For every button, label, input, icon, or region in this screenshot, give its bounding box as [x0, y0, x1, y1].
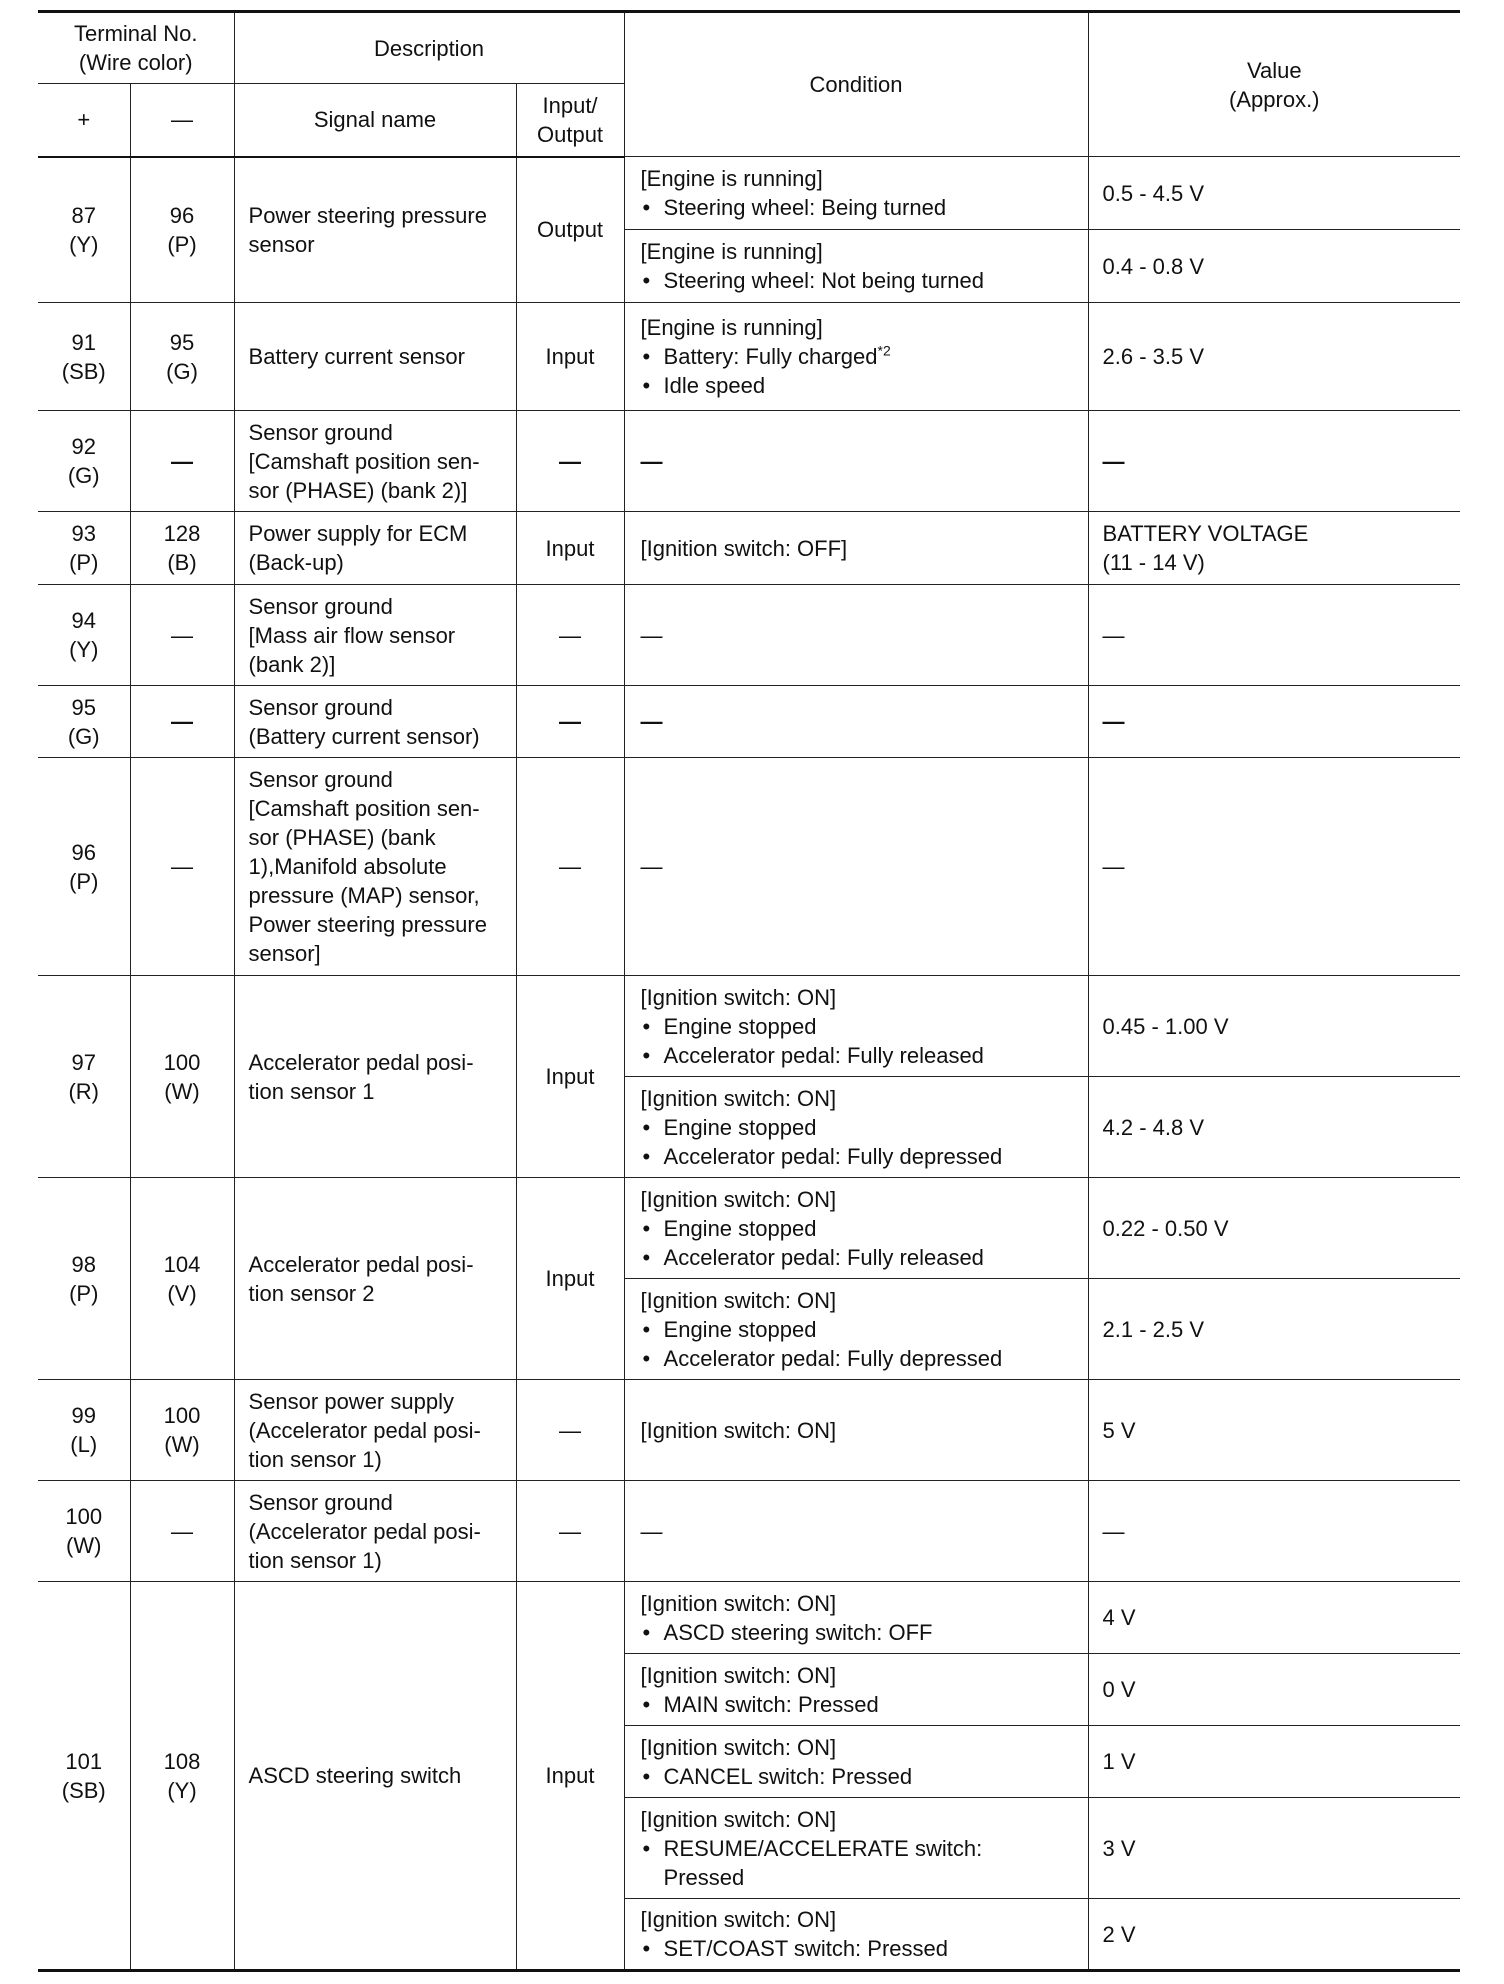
terminal-number: 97 — [71, 1049, 96, 1075]
signal-line: sor (PHASE) (bank 2)] — [248, 477, 468, 503]
header-input-label: Input/ — [542, 92, 598, 118]
signal-line: (bank 2)] — [248, 651, 336, 677]
signal-line: [Mass air flow sensor — [248, 622, 456, 648]
empty-dash: — — [640, 622, 663, 648]
signal-line: [Camshaft position sen- — [248, 796, 480, 821]
signal-line: Sensor power supply — [248, 1388, 454, 1414]
condition — [624, 1899, 1088, 1971]
condition-bullet-text: RESUME/ACCELERATE switch: — [663, 1835, 983, 1861]
terminal-plus — [38, 157, 130, 303]
condition-bullet: • Idle speed — [641, 371, 1074, 400]
condition-head: [Ignition switch: ON] — [640, 1734, 837, 1760]
value: 4.2 - 4.8 V — [1088, 1077, 1460, 1178]
condition-head: [Engine is running] — [640, 315, 823, 340]
empty-dash: — — [171, 854, 193, 879]
empty-dash: — — [640, 709, 663, 734]
condition-bullet: • Engine stopped — [641, 1012, 1074, 1041]
terminal-number: 98 — [71, 1251, 96, 1277]
value — [1088, 758, 1460, 976]
condition-bullet: • Accelerator pedal: Fully depressed — [641, 1344, 1074, 1373]
terminal-plus — [38, 303, 130, 411]
wire-color: (Y) — [69, 231, 99, 257]
condition-bullet: • Accelerator pedal: Fully released — [641, 1243, 1074, 1272]
input-output — [516, 411, 624, 512]
condition — [624, 976, 1088, 1077]
value: 2.1 - 2.5 V — [1088, 1279, 1460, 1380]
value — [1088, 411, 1460, 512]
input-output — [516, 585, 624, 686]
signal-name — [234, 512, 516, 585]
terminal-number: 91 — [71, 329, 96, 355]
table-row — [38, 758, 1460, 976]
input-output: Input — [516, 1582, 624, 1971]
header-terminal-no-label: Terminal No. — [74, 21, 198, 46]
wire-color: (R) — [68, 1078, 100, 1104]
signal-name: Battery current sensor — [234, 303, 516, 411]
wire-color: (G) — [166, 358, 198, 384]
terminal-plus — [38, 1380, 130, 1481]
signal-line: Sensor ground — [248, 767, 393, 792]
signal-line: Sensor ground — [248, 1489, 393, 1515]
terminal-number: 94 — [71, 608, 96, 633]
condition-head: [Ignition switch: ON] — [640, 1907, 837, 1932]
condition-bullet: • Steering wheel: Being turned — [641, 193, 1074, 222]
signal-name — [234, 411, 516, 512]
signal-name — [234, 976, 516, 1178]
condition — [624, 230, 1088, 303]
wire-color: (SB) — [61, 358, 106, 384]
terminal-number: 99 — [71, 1403, 96, 1428]
table-row — [38, 585, 1460, 686]
condition-bullet-text: Pressed — [663, 1864, 745, 1890]
input-output: Input — [516, 303, 624, 411]
terminal-minus — [130, 686, 234, 758]
value: 4 V — [1088, 1582, 1460, 1654]
wire-color: (P) — [167, 231, 197, 257]
empty-dash: — — [559, 709, 582, 734]
signal-name — [234, 585, 516, 686]
value: 1 V — [1088, 1726, 1460, 1798]
condition — [624, 1077, 1088, 1178]
value: 0 V — [1088, 1654, 1460, 1726]
signal-line: Accelerator pedal posi- — [248, 1251, 474, 1277]
table-row — [38, 686, 1460, 758]
condition — [624, 1481, 1088, 1582]
terminal-plus — [38, 1481, 130, 1582]
wire-color: (W) — [66, 1533, 102, 1558]
header-description: Description — [234, 12, 624, 84]
terminal-number: 108 — [163, 1748, 201, 1774]
terminal-minus — [130, 1178, 234, 1380]
terminal-number: 87 — [71, 202, 96, 228]
condition-bullet — [641, 1834, 1074, 1892]
signal-line: Power steering pressure — [248, 912, 487, 937]
input-output — [516, 1481, 624, 1582]
wire-color: (B) — [167, 550, 197, 575]
empty-dash: — — [1102, 1518, 1125, 1544]
terminal-plus — [38, 758, 130, 976]
signal-line: [Camshaft position sen- — [248, 448, 480, 474]
header-output-label: Output — [537, 121, 604, 147]
ecm-terminal-table-sheet — [38, 10, 1460, 1972]
condition — [624, 1798, 1088, 1899]
empty-dash: — — [559, 854, 582, 879]
terminal-minus — [130, 411, 234, 512]
terminal-minus — [130, 1380, 234, 1481]
condition-head: [Ignition switch: ON] — [640, 984, 837, 1010]
table-row — [38, 1380, 1460, 1481]
condition-bullet: • CANCEL switch: Pressed — [641, 1762, 1074, 1791]
signal-name — [234, 1380, 516, 1481]
condition — [624, 1654, 1088, 1726]
condition-head: [Ignition switch: ON] — [640, 1662, 837, 1688]
terminal-number: 104 — [163, 1251, 201, 1277]
terminal-plus — [38, 1582, 130, 1971]
terminal-minus — [130, 512, 234, 585]
condition — [624, 1279, 1088, 1380]
empty-dash: — — [559, 622, 582, 648]
empty-dash: — — [559, 1518, 582, 1544]
terminal-plus — [38, 976, 130, 1178]
table-row — [38, 976, 1460, 1077]
condition — [624, 1582, 1088, 1654]
terminal-minus — [130, 1481, 234, 1582]
condition-head: [Ignition switch: ON] — [640, 1287, 837, 1313]
value: 0.4 - 0.8 V — [1088, 230, 1460, 303]
condition-bullet: • Engine stopped — [641, 1214, 1074, 1243]
condition — [624, 303, 1088, 411]
empty-dash: — — [1102, 709, 1125, 734]
terminal-number: 101 — [65, 1748, 103, 1774]
empty-dash: — — [640, 448, 663, 474]
condition-head: [Ignition switch: ON] — [640, 1186, 837, 1212]
input-output: Input — [516, 976, 624, 1178]
value — [1088, 512, 1460, 585]
empty-dash: — — [640, 854, 663, 879]
table-row — [38, 411, 1460, 512]
terminal-minus — [130, 303, 234, 411]
condition-head: [Ignition switch: ON] — [640, 1806, 837, 1832]
header-wire-color-label: (Wire color) — [78, 50, 193, 75]
condition-head: [Ignition switch: ON] — [640, 1085, 837, 1111]
wire-color: (G) — [67, 723, 100, 749]
wire-color: (W) — [164, 1078, 200, 1104]
condition — [624, 686, 1088, 758]
empty-dash: — — [1102, 622, 1125, 648]
input-output: Output — [516, 157, 624, 303]
value: 0.22 - 0.50 V — [1088, 1178, 1460, 1279]
condition-head: [Engine is running] — [640, 166, 823, 191]
condition-head: [Ignition switch: ON] — [640, 1590, 837, 1616]
header-input-output — [516, 84, 624, 157]
signal-line: Accelerator pedal posi- — [248, 1049, 474, 1075]
signal-line: tion sensor 2 — [248, 1280, 375, 1306]
value: 2.6 - 3.5 V — [1088, 303, 1460, 411]
terminal-minus — [130, 976, 234, 1178]
table-row — [38, 1481, 1460, 1582]
wire-color: (W) — [164, 1432, 200, 1457]
wire-color: (L) — [70, 1432, 98, 1457]
input-output: Input — [516, 512, 624, 585]
wire-color: (SB) — [61, 1777, 106, 1803]
condition-bullet: • Engine stopped — [641, 1113, 1074, 1142]
value-line: BATTERY VOLTAGE — [1102, 521, 1309, 546]
terminal-number: 95 — [169, 329, 195, 355]
wire-color: (V) — [167, 1280, 197, 1306]
condition-bullet: • Steering wheel: Not being turned — [641, 266, 1074, 295]
signal-line: 1),Manifold absolute — [248, 854, 447, 879]
wire-color: (G) — [67, 463, 100, 488]
signal-name: Power steering pressure sensor — [234, 157, 516, 303]
terminal-number: 100 — [163, 1403, 201, 1428]
signal-line: (Accelerator pedal posi- — [248, 1417, 481, 1443]
condition — [624, 411, 1088, 512]
wire-color: (Y) — [69, 637, 99, 662]
table-row — [38, 157, 1460, 230]
terminal-plus — [38, 1178, 130, 1380]
condition — [624, 758, 1088, 976]
signal-line: (Accelerator pedal posi- — [248, 1518, 481, 1544]
table-row — [38, 1582, 1460, 1654]
terminal-minus — [130, 585, 234, 686]
signal-line: tion sensor 1) — [248, 1547, 382, 1573]
wire-color: (P) — [69, 550, 99, 575]
value — [1088, 1481, 1460, 1582]
footnote-marker: *2 — [877, 342, 891, 359]
table-row — [38, 303, 1460, 411]
terminal-number: 96 — [71, 839, 96, 865]
terminal-number: 93 — [71, 521, 96, 546]
header-value-approx-label: (Approx.) — [1229, 86, 1320, 112]
value: 2 V — [1088, 1899, 1460, 1971]
signal-name — [234, 1481, 516, 1582]
condition-bullet: • ASCD steering switch: OFF — [641, 1618, 1074, 1647]
header-condition: Condition — [624, 12, 1088, 157]
terminal-minus — [130, 758, 234, 976]
terminal-plus — [38, 411, 130, 512]
signal-line: tion sensor 1 — [248, 1078, 375, 1104]
value: 0.5 - 4.5 V — [1088, 157, 1460, 230]
input-output — [516, 758, 624, 976]
signal-name: ASCD steering switch — [234, 1582, 516, 1971]
value — [1088, 686, 1460, 758]
empty-dash: — — [559, 448, 582, 474]
signal-name — [234, 758, 516, 976]
value: 5 V — [1088, 1380, 1460, 1481]
empty-dash: — — [559, 1417, 582, 1443]
header-plus: + — [38, 84, 130, 157]
terminal-minus — [130, 157, 234, 303]
signal-line: Sensor ground — [248, 419, 393, 445]
empty-dash: — — [171, 709, 193, 734]
condition — [624, 585, 1088, 686]
condition-bullet: • MAIN switch: Pressed — [641, 1690, 1074, 1719]
wire-color: (Y) — [167, 1777, 197, 1803]
signal-name — [234, 686, 516, 758]
signal-line: tion sensor 1) — [248, 1446, 382, 1472]
header-terminal-no — [38, 12, 234, 84]
input-output: Input — [516, 1178, 624, 1380]
header-value — [1088, 12, 1460, 157]
input-output — [516, 1380, 624, 1481]
condition — [624, 1178, 1088, 1279]
table-row — [38, 1178, 1460, 1279]
table-row — [38, 512, 1460, 585]
empty-dash: — — [640, 1518, 663, 1544]
terminal-plus — [38, 585, 130, 686]
header-value-label: Value — [1246, 57, 1302, 83]
terminal-number: 96 — [169, 202, 195, 228]
signal-line: Sensor ground — [248, 593, 393, 619]
terminal-plus — [38, 512, 130, 585]
condition-bullet: • Engine stopped — [641, 1315, 1074, 1344]
empty-dash: — — [1102, 448, 1125, 474]
value-line: (11 - 14 V) — [1102, 550, 1205, 575]
condition-bullet: • Accelerator pedal: Fully depressed — [641, 1142, 1074, 1171]
terminal-number: 128 — [163, 521, 201, 546]
wire-color: (P) — [69, 868, 99, 894]
signal-line: sensor] — [248, 941, 321, 966]
empty-dash: — — [171, 622, 193, 648]
input-output — [516, 686, 624, 758]
empty-dash: — — [171, 448, 193, 474]
signal-line: (Battery current sensor) — [248, 723, 480, 749]
terminal-number: 95 — [71, 694, 96, 720]
terminal-number: 92 — [71, 434, 96, 459]
condition — [624, 157, 1088, 230]
signal-line: Sensor ground — [248, 694, 393, 720]
condition-bullet — [641, 342, 1074, 371]
terminal-minus — [130, 1582, 234, 1971]
empty-dash: — — [171, 1518, 193, 1544]
condition-bullet: • Accelerator pedal: Fully released — [641, 1041, 1074, 1070]
wire-color: (P) — [69, 1280, 99, 1306]
value: 3 V — [1088, 1798, 1460, 1899]
signal-line: sor (PHASE) (bank — [248, 825, 436, 850]
terminal-number: 100 — [163, 1049, 201, 1075]
terminal-number: 100 — [65, 1504, 103, 1529]
condition: [Ignition switch: OFF] — [624, 512, 1088, 585]
signal-line: Power supply for ECM — [248, 521, 468, 546]
signal-name — [234, 1178, 516, 1380]
condition-bullet: • SET/COAST switch: Pressed — [641, 1934, 1074, 1963]
value — [1088, 585, 1460, 686]
signal-line: (Back-up) — [248, 550, 344, 575]
condition-head: [Engine is running] — [640, 239, 823, 264]
value: 0.45 - 1.00 V — [1088, 976, 1460, 1077]
condition-bullet-text: Battery: Fully charged — [663, 344, 878, 369]
ecm-terminal-table — [38, 10, 1460, 1972]
empty-dash: — — [1102, 854, 1125, 879]
header-minus: — — [130, 84, 234, 157]
header-signal-name: Signal name — [234, 84, 516, 157]
terminal-plus — [38, 686, 130, 758]
condition: [Ignition switch: ON] — [624, 1380, 1088, 1481]
signal-line: pressure (MAP) sensor, — [248, 883, 480, 908]
condition — [624, 1726, 1088, 1798]
